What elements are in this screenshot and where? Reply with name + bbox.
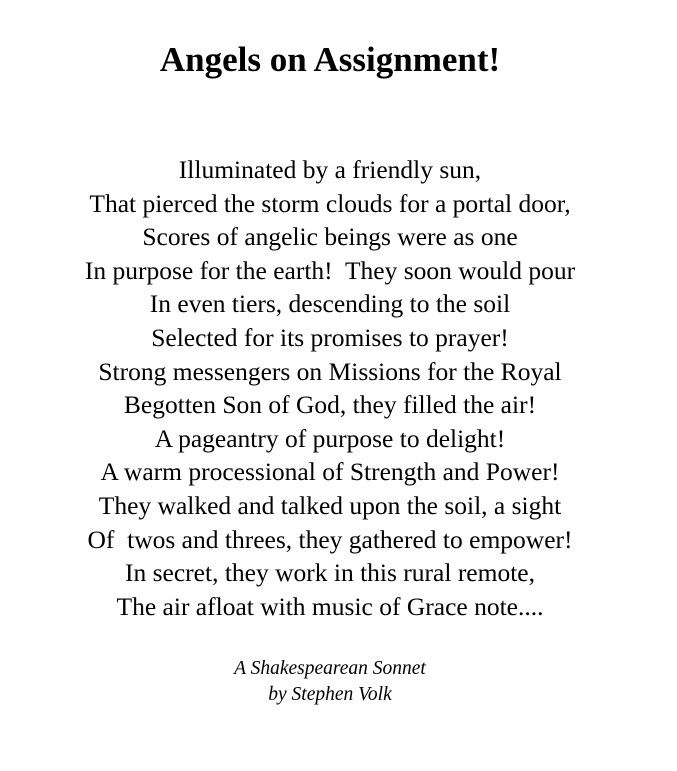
poem-line: In even tiers, descending to the soil <box>149 289 511 319</box>
poem-line: Illuminated by a friendly sun, <box>178 155 482 184</box>
poem-line: In secret, they work in this rural remote, <box>125 558 535 588</box>
poem-line: The air afloat with music of Grace note.... <box>116 591 544 621</box>
author-line: by Stephen Volk <box>268 684 392 705</box>
form-note: A Shakespearean Sonnet <box>234 658 426 679</box>
poem-line: They walked and talked upon the soil, a sight <box>98 490 562 520</box>
poem-line: Selected for its promises to prayer! <box>151 322 509 352</box>
poem-line: That pierced the storm clouds for a portal door, <box>89 188 571 218</box>
poem-line: Of twos and threes, they gathered to empower! <box>87 524 573 554</box>
poem-body <box>0 153 660 623</box>
poem-line: Strong messengers on Missions for the Royal <box>98 356 562 386</box>
attribution <box>0 656 660 708</box>
poem-line: A pageantry of purpose to delight! <box>154 423 506 453</box>
poem-line: Scores of angelic beings were as one <box>142 222 518 252</box>
poem-line: In purpose for the earth! They soon would pour <box>84 255 576 285</box>
poem-line: A warm processional of Strength and Power! <box>100 457 560 487</box>
poem-title: Angels on Assignment! <box>159 40 501 79</box>
poem-line: Begotten Son of God, they filled the air! <box>123 390 537 420</box>
